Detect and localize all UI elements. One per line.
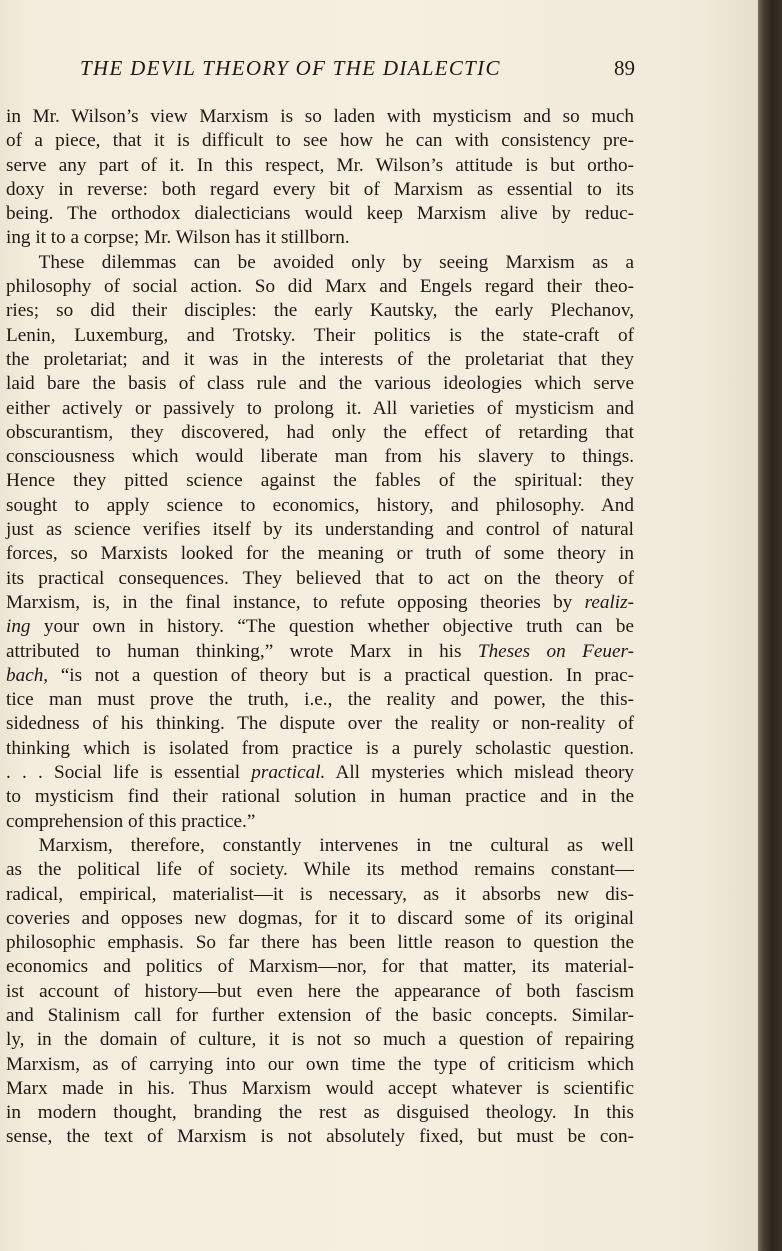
text-line: economics and politics of Marxism—nor, for that matter, its material- (6, 956, 634, 978)
text-line: philosophic emphasis. So far there has been little reason to question the (6, 932, 634, 954)
text-line: doxy in reverse: both regard every bit of Marxism as essential to its (6, 178, 634, 200)
text-line: Lenin, Luxemburg, and Trotsky. Their politics is the state-craft of (6, 324, 634, 346)
italic-segment: practical. (251, 762, 326, 784)
paragraph (6, 105, 634, 251)
text-line: its practical consequences. They believed that to act on the theory of (6, 567, 634, 589)
text-segment: . . . Social life is essential (6, 762, 252, 784)
text-line: ing it to a corpse; Mr. Wilson has it stillborn. (6, 227, 350, 249)
text-line: coveries and opposes new dogmas, for it to discard some of its original (6, 907, 634, 929)
text-line: sidedness of his thinking. The dispute over the reality or non-reality of (6, 713, 634, 735)
running-head (0, 56, 758, 88)
text-line: being. The orthodox dialecticians would keep Marxism alive by reduc- (6, 203, 634, 225)
text-line: Marxism, therefore, constantly intervenes in tne cultural as well (38, 834, 634, 856)
text-segment: attributed to human thinking,” wrote Marx in his (6, 640, 478, 662)
text-line: laid bare the basis of class rule and the various ideologies which serve (6, 373, 634, 395)
text-line (6, 761, 634, 785)
text-line: to mysticism find their rational solution in human practice and in the (6, 786, 634, 808)
text-line: ist account of history—but even here the appearance of both fascism (6, 980, 634, 1002)
italic-segment: ing (6, 616, 31, 638)
text-line: sought to apply science to economics, history, and philosophy. And (6, 494, 634, 516)
text-line: obscurantism, they discovered, had only the effect of retarding that (6, 421, 634, 443)
italic-segment: bach, (6, 664, 49, 686)
text-line: Marxism, as of carrying into our own time the type of criticism which (6, 1053, 634, 1075)
text-line: ly, in the domain of culture, it is not so much a question of repairing (6, 1029, 634, 1051)
text-line: philosophy of social action. So did Marx and Engels regard their theo- (6, 276, 634, 298)
text-line: in modern thought, branding the rest as disguised theology. In this (6, 1102, 634, 1124)
text-line (6, 615, 634, 639)
text-line: thinking which is isolated from practice is a purely scholastic question. (6, 737, 634, 759)
page-number: 89 (614, 56, 635, 80)
text-line: radical, empirical, materialist—it is necessary, as it absorbs new dis- (6, 883, 634, 905)
text-line (6, 664, 634, 688)
text-line: as the political life of society. While its method remains constant— (6, 859, 634, 881)
text-line: in Mr. Wilson’s view Marxism is so laden with mysticism and so much (6, 106, 634, 127)
text-line: comprehension of this practice.” (6, 810, 256, 832)
body-text (6, 105, 634, 1150)
text-line: either actively or passively to prolong it. All varieties of mysticism and (6, 397, 634, 419)
paragraph (6, 834, 634, 1150)
text-line: Hence they pitted science against the fables of the spiritual: they (6, 470, 634, 492)
text-line (6, 640, 634, 664)
text-line: tice man must prove the truth, i.e., the reality and power, the this- (6, 689, 634, 711)
text-line: the proletariat; and it was in the interests of the proletariat that they (6, 348, 634, 370)
text-line: of a piece, that it is difficult to see how he can with consistency pre- (6, 130, 634, 152)
text-line: forces, so Marxists looked for the meaning or truth of some theory in (6, 543, 634, 565)
page-gutter-shadow (758, 0, 782, 1251)
text-segment: your own in history. “The question whether objective truth can be (30, 616, 634, 638)
text-line (6, 591, 634, 615)
text-segment: “is not a question of theory but is a practical question. In prac- (48, 664, 634, 686)
text-segment: All mysteries which mislead theory (325, 762, 634, 784)
running-title: THE DEVIL THEORY OF THE DIALECTIC (80, 56, 501, 80)
text-line: consciousness which would liberate man from his slavery to things. (6, 446, 634, 468)
text-line: just as science verifies itself by its understanding and control of natural (6, 519, 634, 541)
text-line: Marx made in his. Thus Marxism would accept whatever is scientific (6, 1077, 634, 1099)
text-segment: Marxism, is, in the final instance, to refute opposing theories by (6, 591, 585, 613)
italic-segment: Theses on Feuer- (477, 640, 634, 662)
text-line: These dilemmas can be avoided only by seeing Marxism as a (38, 251, 634, 273)
italic-segment: realiz- (584, 591, 634, 613)
paragraph (6, 251, 634, 834)
text-line: serve any part of it. In this respect, Mr. Wilson’s attitude is but ortho- (6, 154, 634, 176)
text-line: ries; so did their disciples: the early Kautsky, the early Plechanov, (6, 300, 634, 322)
text-line: sense, the text of Marxism is not absolutely fixed, but must be con- (6, 1126, 634, 1148)
text-line: and Stalinism call for further extension of the basic concepts. Similar- (6, 1004, 634, 1026)
